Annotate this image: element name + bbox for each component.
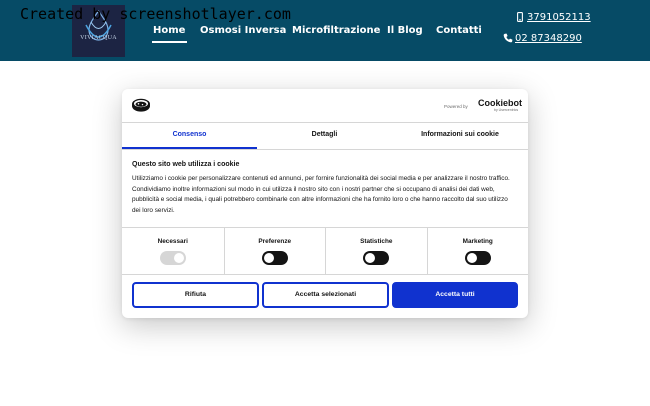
phone-link[interactable]: 02 87348290: [515, 33, 582, 44]
pref-label: Statistiche: [360, 238, 393, 245]
logo-text: VIVIACQUA: [80, 35, 117, 41]
deny-button[interactable]: Rifiuta: [132, 282, 259, 308]
pref-necessari: [122, 228, 224, 275]
powered-by-label: Powered by: [444, 104, 468, 109]
pref-label: Necessari: [157, 238, 188, 245]
toggle-necessari: [160, 251, 186, 265]
cookie-consent-dialog: [122, 89, 528, 318]
phone-contact: [503, 32, 582, 45]
tab-consenso[interactable]: Consenso: [122, 123, 257, 149]
cookie-logo-icon: [131, 98, 151, 112]
pref-statistiche: [325, 228, 427, 275]
consent-preferences: [122, 227, 528, 275]
nav-item-contatti[interactable]: Contatti: [436, 25, 482, 36]
watermark-text: Created by screenshotlayer.com: [20, 5, 291, 23]
pref-label: Preferenze: [258, 238, 292, 245]
dialog-tabs: [122, 123, 528, 150]
nav-item-home[interactable]: Home: [153, 25, 186, 36]
toggle-marketing[interactable]: [465, 251, 491, 265]
mobile-phone-link[interactable]: 3791052113: [527, 12, 591, 23]
consent-buttons: [132, 282, 518, 308]
cookiebot-brand[interactable]: Cookiebot: [478, 98, 522, 108]
phone-icon: [503, 33, 513, 43]
pref-preferenze: [224, 228, 326, 275]
consent-title: Questo sito web utilizza i cookie: [132, 161, 240, 168]
dialog-header: [122, 89, 528, 123]
allow-all-button[interactable]: Accetta tutti: [392, 282, 518, 308]
nav-item-il-blog[interactable]: Il Blog: [387, 25, 423, 36]
mobile-phone-icon: [517, 12, 523, 22]
nav-item-microfiltrazione[interactable]: Microfiltrazione: [292, 25, 381, 36]
tab-informazioni-sui-cookie[interactable]: Informazioni sui cookie: [421, 131, 499, 138]
mobile-contact: [517, 11, 591, 24]
toggle-statistiche[interactable]: [363, 251, 389, 265]
cookiebot-brand-sub: by Usercentrics: [494, 108, 519, 112]
nav-item-osmosi-inversa[interactable]: Osmosi Inversa: [200, 25, 287, 36]
tab-dettagli[interactable]: Dettagli: [311, 131, 338, 138]
pref-label: Marketing: [462, 238, 493, 245]
consent-description: Utilizziamo i cookie per personalizzare contenuti ed annunci, per fornire funzionalità dei social media e per analizzare il nostro traffico. Condividiamo inoltre informazioni sul modo in cui utilizza il nostro sito con i nostri partner che si occupano di analisi dei dati web, pubblicità e social media, i quali potrebbero combinarle con altre informazioni che ha fornito loro o che hanno raccolto dal suo utilizzo dei loro servizi.: [132, 175, 510, 214]
toggle-preferenze[interactable]: [262, 251, 288, 265]
pref-marketing: [427, 228, 529, 275]
allow-selected-button[interactable]: Accetta selezionati: [262, 282, 389, 308]
